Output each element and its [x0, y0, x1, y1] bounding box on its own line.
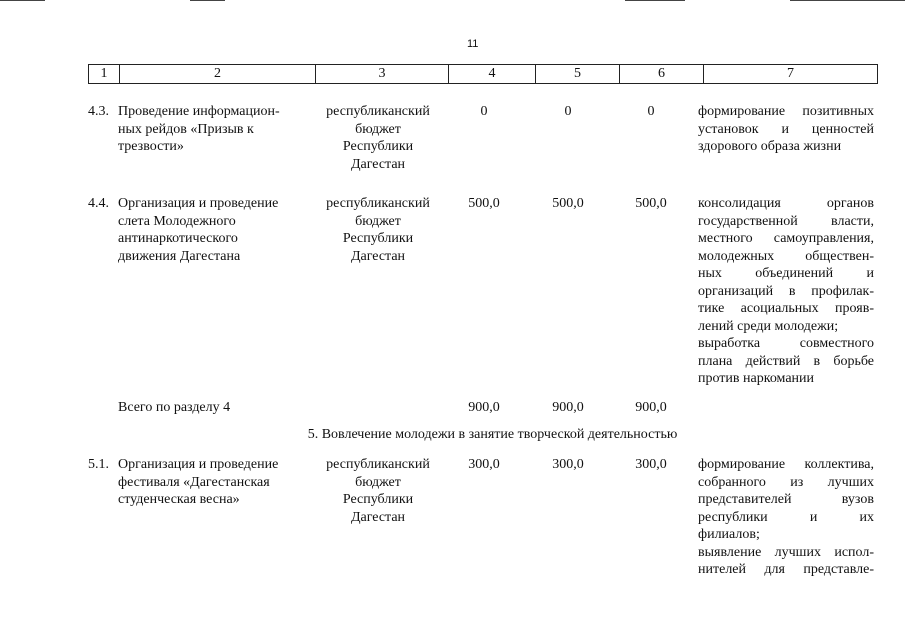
text-line: нителей для представле- — [698, 562, 874, 577]
header-cell: 2 — [119, 65, 315, 83]
activity-name — [118, 195, 303, 265]
funding-source — [314, 456, 442, 526]
text-line: Дагестан — [350, 156, 406, 172]
header-cell: 5 — [535, 65, 619, 83]
text-line: бюджет — [355, 121, 401, 137]
text-line: филиалов; — [698, 527, 760, 542]
text-line: движения Дагестана — [118, 248, 241, 264]
text-line: трезвости» — [118, 139, 184, 154]
section-heading: 5. Вовлечение молодежи в занятие творческой деятельностью — [307, 427, 678, 442]
page-number: 11 — [467, 38, 479, 50]
text-line: установок и ценностей — [698, 121, 874, 137]
amount-col4: 500,0 — [468, 196, 500, 211]
text-line: представителей вузов — [698, 492, 874, 507]
funding-source — [314, 103, 442, 173]
amount-col4: 300,0 — [468, 457, 500, 472]
text-line: организаций в профилак- — [698, 283, 874, 299]
text-line: здорового образа жизни — [698, 139, 842, 154]
expected-result — [698, 103, 874, 156]
text-line: молодежных обществен- — [698, 248, 874, 264]
row-number: 4.3. — [88, 104, 109, 119]
text-line: формирование коллектива, — [698, 457, 874, 472]
text-line: формирование позитивных — [698, 104, 874, 119]
text-line: государственной власти, — [698, 213, 874, 229]
text-line: республики и их — [698, 509, 874, 525]
total-label: Всего по разделу 4 — [118, 400, 231, 415]
amount-col6: 300,0 — [635, 457, 667, 472]
amount-col6: 0 — [647, 104, 655, 119]
amount-col5: 500,0 — [552, 196, 584, 211]
text-line: тике асоциальных прояв- — [698, 301, 874, 316]
text-line: республиканский — [326, 457, 430, 472]
text-line: плана действий в борьбе — [698, 353, 874, 369]
text-line: лений среди молодежи; — [698, 318, 839, 334]
scan-edge-line — [790, 0, 905, 1]
text-line: ных объединений и — [698, 266, 874, 281]
total-col5: 900,0 — [552, 400, 584, 415]
row-number: 4.4. — [88, 196, 109, 211]
text-line: Республики — [342, 492, 414, 507]
header-cell: 3 — [315, 65, 448, 83]
text-line: студенческая весна» — [118, 492, 240, 507]
header-cell: 1 — [100, 66, 108, 81]
text-line: республиканский — [326, 104, 430, 119]
header-cell: 4 — [448, 65, 535, 83]
activity-name — [118, 103, 303, 156]
expected-result — [698, 456, 874, 579]
scan-edge-line — [625, 0, 685, 1]
text-line: республиканский — [326, 196, 430, 211]
text-line: Республики — [342, 231, 414, 246]
text-line: Дагестан — [350, 509, 406, 525]
header-cell: 6 — [619, 65, 703, 83]
amount-col6: 500,0 — [635, 196, 667, 211]
text-line: ных рейдов «Призыв к — [118, 121, 254, 137]
scan-edge-line — [190, 0, 225, 1]
header-cell: 7 — [703, 65, 877, 83]
amount-col5: 300,0 — [552, 457, 584, 472]
text-line: бюджет — [355, 213, 401, 229]
total-col6: 900,0 — [635, 400, 667, 415]
text-line: консолидация органов — [698, 196, 874, 211]
text-line: выявление лучших испол- — [698, 544, 874, 560]
text-line: местного самоуправления, — [698, 231, 874, 246]
text-line: фестиваля «Дагестанская — [118, 474, 270, 490]
scan-edge-line — [0, 0, 45, 1]
text-line: выработка совместного — [698, 336, 874, 351]
text-line: антинаркотического — [118, 231, 238, 246]
text-line: слета Молодежного — [118, 213, 236, 229]
text-line: бюджет — [355, 474, 401, 490]
amount-col5: 0 — [564, 104, 572, 119]
row-number: 5.1. — [88, 457, 109, 472]
text-line: Дагестан — [350, 248, 406, 264]
text-line: Проведение информацион- — [118, 104, 280, 119]
text-line: Республики — [342, 139, 414, 154]
activity-name — [118, 456, 303, 509]
text-line: против наркомании — [698, 371, 815, 386]
total-col4: 900,0 — [468, 400, 500, 415]
expected-result — [698, 195, 874, 388]
text-line: Организация и проведение — [118, 196, 279, 211]
text-line: собранного из лучших — [698, 474, 874, 490]
funding-source — [314, 195, 442, 265]
column-number-header — [88, 64, 878, 84]
text-line: Организация и проведение — [118, 457, 279, 472]
amount-col4: 0 — [480, 104, 488, 119]
